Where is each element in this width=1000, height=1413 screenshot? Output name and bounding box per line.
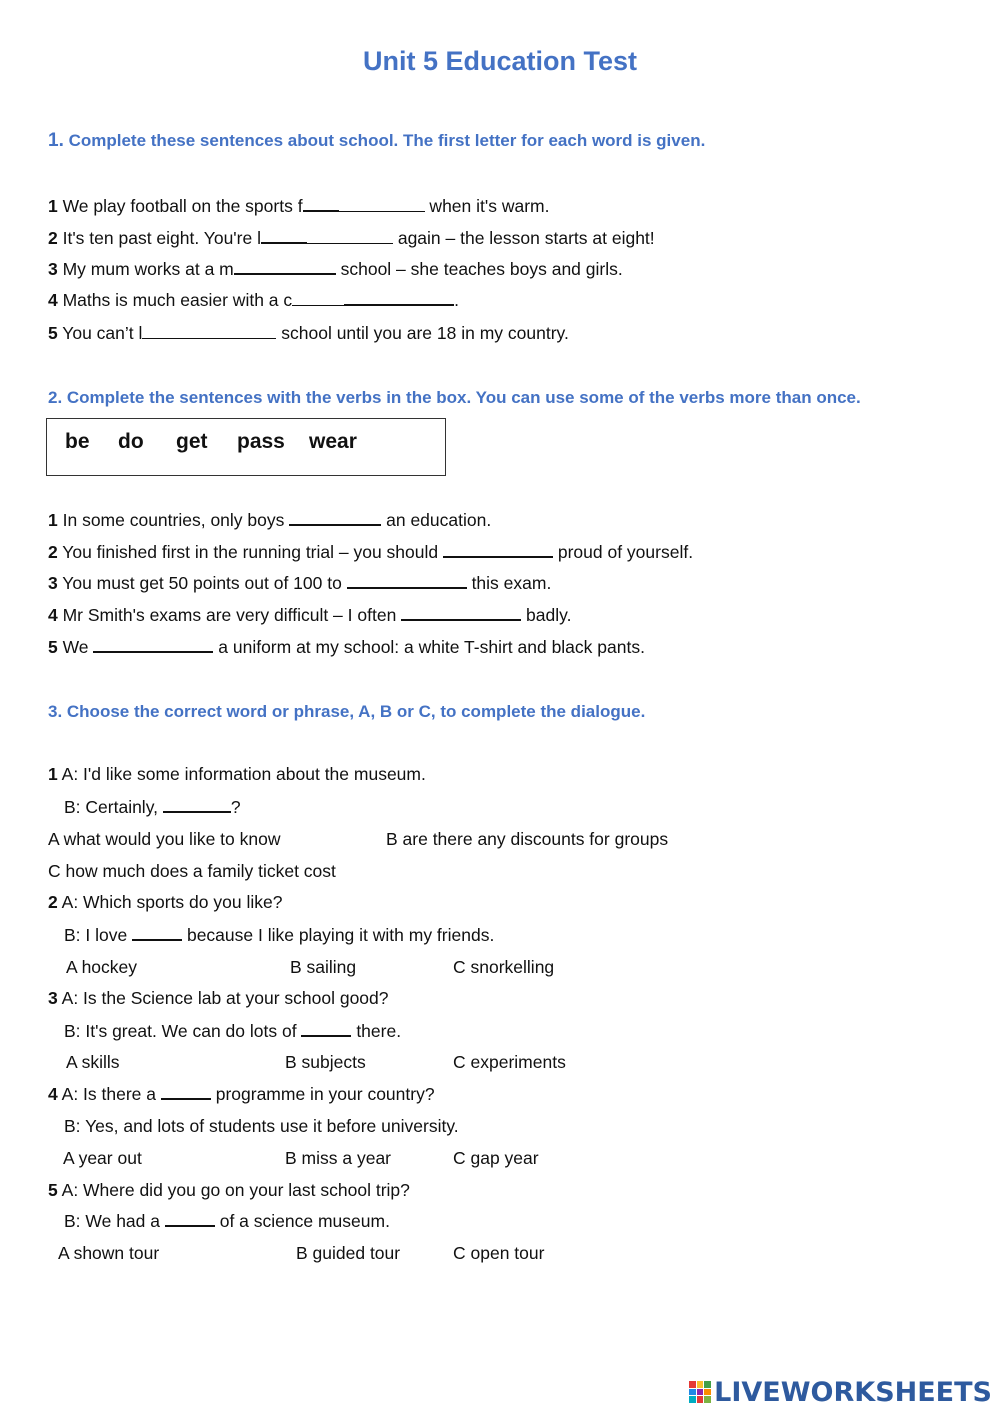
section-3-heading: 3. Choose the correct word or phrase, A, B or C, to complete the dialogue. [48, 702, 646, 721]
answer-blank[interactable] [292, 291, 344, 306]
liveworksheets-grid-icon [689, 1381, 711, 1403]
answer-blank[interactable] [303, 196, 339, 212]
s2-item-5: 5 We a uniform at my school: a white T-shirt and black pants. [48, 637, 645, 657]
s1-item-2: 2 It's ten past eight. You're l again – the lesson starts at eight! [48, 228, 655, 248]
word-pass: pass [237, 430, 285, 453]
q4-line-b: B: Yes, and lots of students use it before university. [64, 1116, 459, 1136]
s1-item-1: 1 We play football on the sports f when it's warm. [48, 196, 550, 216]
q3-option-c[interactable]: C experiments [453, 1052, 566, 1072]
answer-blank[interactable] [142, 324, 276, 339]
q4-option-b[interactable]: B miss a year [285, 1148, 391, 1168]
section-1-number: 1. [48, 130, 64, 151]
word-wear: wear [309, 430, 357, 453]
answer-blank[interactable] [289, 510, 381, 526]
q4-option-c[interactable]: C gap year [453, 1148, 539, 1168]
answer-blank[interactable] [443, 542, 553, 558]
q4-line-a: 4 A: Is there a programme in your country? [48, 1084, 435, 1104]
s2-item-3: 3 You must get 50 points out of 100 to this exam. [48, 573, 552, 593]
word-do: do [118, 430, 144, 453]
q3-line-b: B: It's great. We can do lots of there. [64, 1021, 402, 1041]
word-get: get [176, 430, 208, 453]
q2-line-b: B: I love because I like playing it with my friends. [64, 925, 495, 945]
q3-option-b[interactable]: B subjects [285, 1052, 366, 1072]
answer-blank[interactable] [307, 229, 393, 244]
q2-line-a: 2 A: Which sports do you like? [48, 892, 283, 912]
answer-blank[interactable] [339, 197, 425, 212]
q1-line-b: B: Certainly, ? [64, 797, 241, 817]
word-box [46, 418, 446, 476]
page-title: Unit 5 Education Test [362, 46, 638, 76]
section-2-heading: 2. Complete the sentences with the verbs in the box. You can use some of the verbs more than once. [48, 388, 861, 407]
answer-blank[interactable] [163, 797, 231, 813]
answer-blank[interactable] [261, 228, 307, 244]
q5-option-b[interactable]: B guided tour [296, 1243, 401, 1263]
q5-option-c[interactable]: C open tour [453, 1243, 545, 1263]
q4-option-a[interactable]: A year out [63, 1148, 142, 1168]
answer-blank[interactable] [161, 1084, 211, 1100]
s2-item-1: 1 In some countries, only boys an education. [48, 510, 492, 530]
answer-blank[interactable] [347, 573, 467, 589]
q2-option-b[interactable]: B sailing [290, 957, 357, 977]
q3-option-a[interactable]: A skills [66, 1052, 120, 1072]
s2-item-2: 2 You finished first in the running trial – you should proud of yourself. [48, 542, 694, 562]
q1-option-a[interactable]: A what would you like to know [48, 829, 281, 849]
q5-line-a: 5 A: Where did you go on your last school trip? [48, 1180, 410, 1200]
q1-line-a: 1 A: I'd like some information about the museum. [48, 764, 426, 784]
s1-item-5: 5 You can’t l school until you are 18 in my country. [48, 323, 569, 343]
answer-blank[interactable] [93, 637, 213, 653]
answer-blank[interactable] [234, 259, 336, 275]
q1-option-c[interactable]: C how much does a family ticket cost [48, 861, 336, 881]
q2-option-c[interactable]: C snorkelling [453, 957, 555, 977]
section-1-heading-text: Complete these sentences about school. The first letter for each word is given. [68, 131, 706, 150]
q2-option-a[interactable]: A hockey [66, 957, 138, 977]
answer-blank[interactable] [344, 290, 454, 306]
answer-blank[interactable] [165, 1211, 215, 1227]
q5-option-a[interactable]: A shown tour [58, 1243, 160, 1263]
answer-blank[interactable] [132, 925, 182, 941]
s2-item-4: 4 Mr Smith's exams are very difficult – I often badly. [48, 605, 572, 625]
answer-blank[interactable] [301, 1021, 351, 1037]
answer-blank[interactable] [401, 605, 521, 621]
section-1-heading [48, 130, 705, 152]
q1-option-b[interactable]: B are there any discounts for groups [386, 829, 669, 849]
logo-text: LIVEWORKSHEETS [714, 1376, 992, 1408]
s1-item-3: 3 My mum works at a m school – she teaches boys and girls. [48, 259, 623, 279]
q5-line-b: B: We had a of a science museum. [64, 1211, 390, 1231]
word-be: be [65, 430, 90, 453]
liveworksheets-logo[interactable] [689, 1376, 992, 1408]
q3-line-a: 3 A: Is the Science lab at your school good? [48, 988, 389, 1008]
s1-item-4: 4 Maths is much easier with a c . [48, 290, 460, 310]
